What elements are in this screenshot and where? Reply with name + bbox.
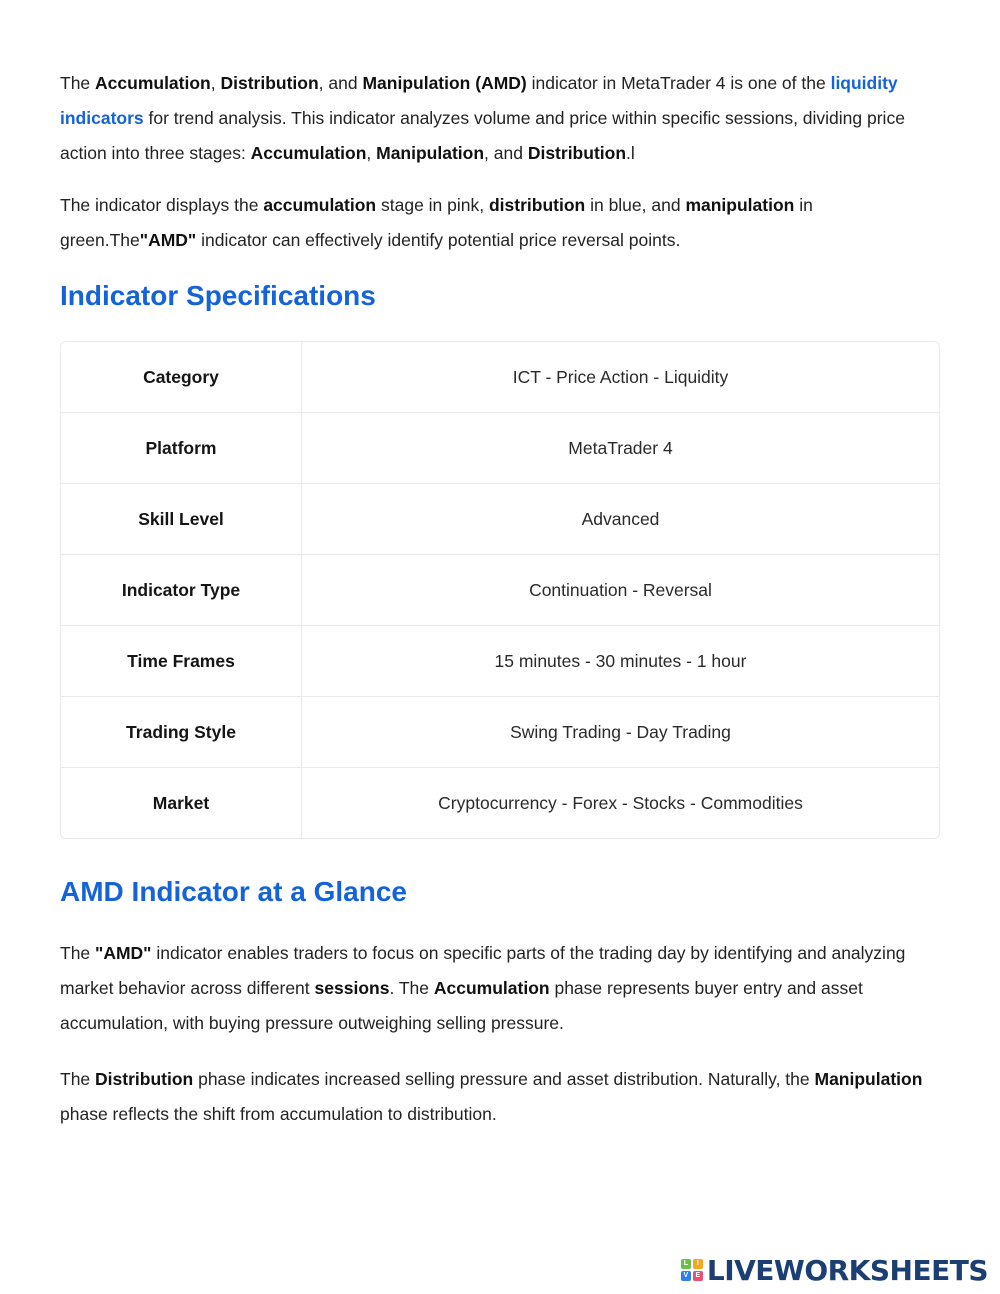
table-row [61,555,939,626]
spec-key: Category [61,342,302,413]
spec-value: Cryptocurrency - Forex - Stocks - Commodities [438,792,803,813]
table-row [61,626,939,697]
spec-key: Platform [61,413,302,484]
colors-paragraph: The indicator displays the accumulation stage in pink, distribution in blue, and manipulation in green.The"AMD" indicator can effectively identify potential price reversal points. [60,195,813,250]
table-row [61,342,939,413]
table-row [61,697,939,768]
spec-key: Skill Level [61,484,302,555]
table-row [61,413,939,484]
spec-value: 15 minutes - 30 minutes - 1 hour [302,626,939,697]
spec-key: Market [61,768,302,838]
glance-heading: AMD Indicator at a Glance [60,876,407,907]
table-row [61,484,939,555]
spec-key: Time Frames [61,626,302,697]
spec-value: Advanced [302,484,939,555]
logo-text: LIVEWORKSHEETS [706,1253,988,1287]
glance-paragraph-2: The Distribution phase indicates increased selling pressure and asset distribution. Naturally, the Manipulation phase reflects the shift from accumulation to distribution. [60,1069,923,1124]
spec-heading: Indicator Specifications [60,280,376,311]
logo-mark-icon: L I V E [681,1259,703,1281]
spec-table [60,341,940,839]
spec-key: Trading Style [61,697,302,768]
spec-key: Indicator Type [61,555,302,626]
spec-value: Swing Trading - Day Trading [302,697,939,768]
table-row [61,768,939,838]
liquidity-indicators-link[interactable]: liquidity indicators [60,73,898,128]
spec-value: Continuation - Reversal [302,555,939,626]
glance-paragraph-1: The "AMD" indicator enables traders to focus on specific parts of the trading day by identifying and analyzing market behavior across different sessions. The Accumulation phase represents buyer entry and asset accumulation, with buying pressure outweighing selling pressure. [60,943,906,1033]
spec-value: MetaTrader 4 [302,413,939,484]
liveworksheets-logo[interactable] [681,1254,988,1286]
article [60,66,940,1132]
spec-value: ICT - Price Action - Liquidity [302,342,939,413]
intro-paragraph: The Accumulation, Distribution, and Manipulation (AMD) indicator in MetaTrader 4 is one of the liquidity indicators for trend analysis. This indicator analyzes volume and price within specific sessions, dividing price action into three stages: Accumulation, Manipulation, and Distribution.l [60,73,905,163]
